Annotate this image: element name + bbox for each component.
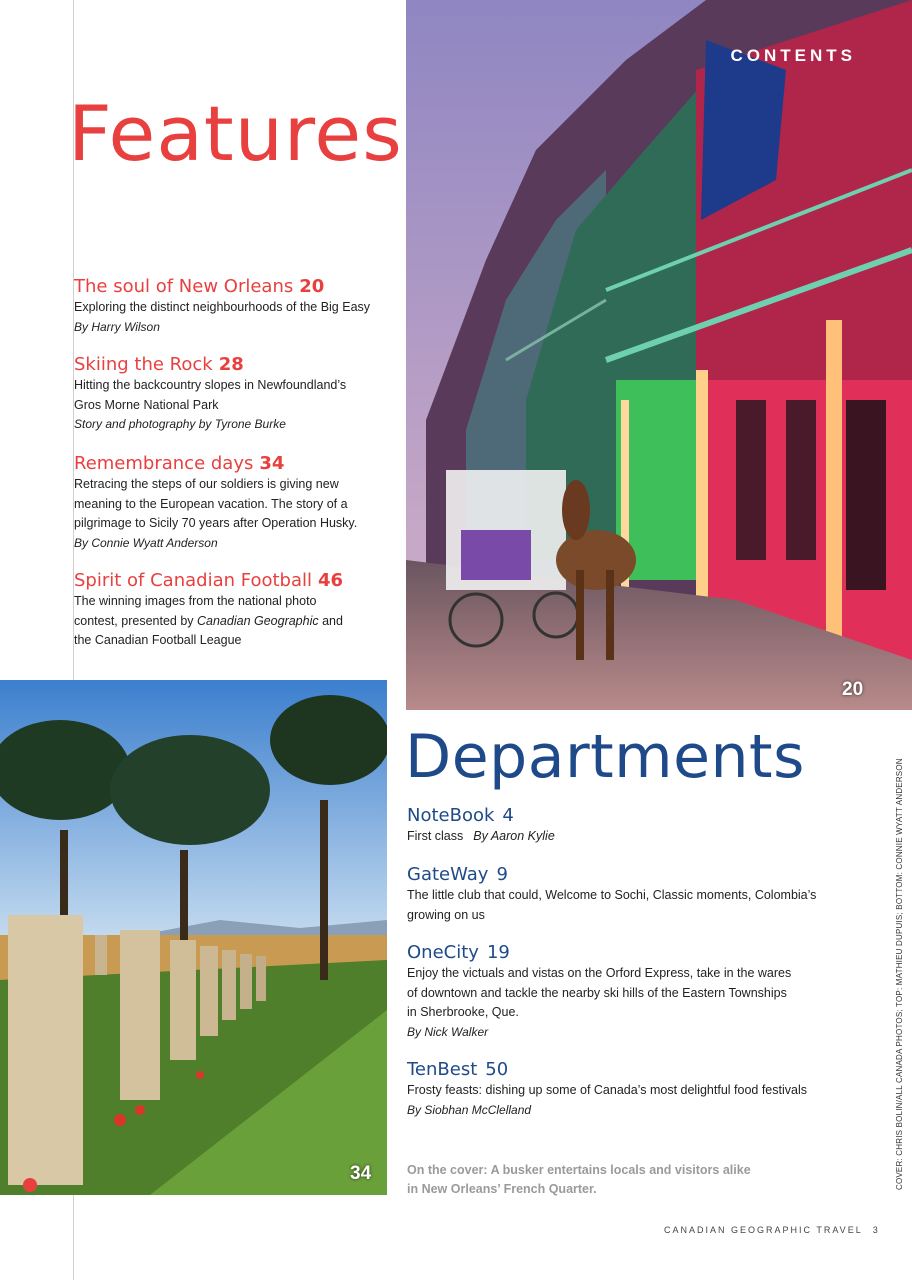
department-heading (407, 805, 857, 827)
feature-item[interactable] (74, 354, 392, 434)
feature-page: 34 (259, 453, 285, 474)
feature-heading (74, 276, 392, 298)
page-footer (664, 1225, 880, 1235)
cover-note-line: in New Orleans’ French Quarter. (407, 1182, 597, 1196)
feature-description-line: Retracing the steps of our soldiers is giving new (74, 477, 339, 491)
feature-description-line: meaning to the European vacation. The story of a (74, 496, 348, 511)
department-heading (407, 942, 857, 964)
department-description-line: in Sherbrooke, Que. (407, 1005, 519, 1019)
cover-note-line: On the cover: A busker entertains locals and visitors alike (407, 1163, 751, 1177)
department-title: NoteBook (407, 805, 495, 826)
departments-title: Departments (405, 722, 805, 792)
department-description-line: growing on us (407, 907, 485, 922)
description-text: First class (407, 829, 464, 843)
department-page: 4 (502, 805, 514, 826)
features-title: Features (68, 89, 403, 178)
feature-title: Remembrance days (74, 453, 254, 474)
contents-label: CONTENTS (730, 46, 856, 65)
department-byline: By Aaron Kylie (473, 829, 555, 843)
feature-description: Exploring the distinct neighbourhoods of the Big Easy (74, 300, 371, 314)
department-heading (407, 864, 857, 886)
photo-page-number: 20 (842, 679, 864, 700)
feature-title: Skiing the Rock (74, 354, 213, 375)
folio-page-number: 3 (872, 1225, 880, 1235)
department-description-line: The little club that could, Welcome to Sochi, Classic moments, Colombia’s (407, 888, 817, 902)
feature-title: Spirit of Canadian Football (74, 570, 312, 591)
department-byline: By Siobhan McClelland (407, 1102, 532, 1117)
feature-item[interactable] (74, 453, 392, 553)
feature-page: 46 (317, 570, 344, 591)
department-item[interactable] (407, 1059, 857, 1120)
feature-byline: By Connie Wyatt Anderson (74, 535, 218, 550)
department-title: TenBest (407, 1059, 478, 1080)
new-orleans-photo (406, 0, 912, 710)
department-heading (407, 1059, 857, 1081)
feature-page: 28 (218, 354, 244, 375)
department-item[interactable] (407, 942, 857, 1042)
feature-description-line: the Canadian Football League (74, 633, 242, 647)
department-title: GateWay (407, 864, 489, 885)
department-page: 50 (485, 1059, 509, 1080)
cover-note (407, 1161, 767, 1199)
department-item[interactable] (407, 864, 857, 925)
feature-heading (74, 354, 392, 376)
new-orleans-illustration (406, 0, 912, 710)
feature-byline: Story and photography by Tyrone Burke (74, 417, 286, 431)
department-description-line: Enjoy the victuals and vistas on the Orford Express, take in the wares (407, 966, 792, 980)
magazine-name: Canadian Geographic (197, 613, 319, 628)
publication-name: CANADIAN GEOGRAPHIC TRAVEL (664, 1225, 863, 1235)
department-title: OneCity (407, 942, 479, 963)
department-description-line: of downtown and tackle the nearby ski hills of the Eastern Townships (407, 985, 787, 1000)
feature-description-line: The winning images from the national photo (74, 594, 317, 608)
description-text: and (318, 613, 343, 628)
feature-description-line: Gros Morne National Park (74, 397, 219, 412)
department-description (407, 827, 857, 847)
feature-item[interactable] (74, 570, 392, 651)
department-byline: By Nick Walker (407, 1024, 489, 1039)
feature-page: 20 (299, 276, 325, 297)
feature-description-line: pilgrimage to Sicily 70 years after Operation Husky. (74, 516, 358, 530)
feature-byline: By Harry Wilson (74, 319, 160, 334)
description-text: contest, presented by (74, 613, 197, 628)
department-description: Frosty feasts: dishing up some of Canada’s most delightful food festivals (407, 1083, 807, 1097)
war-cemetery-photo (0, 680, 387, 1195)
department-item[interactable] (407, 805, 857, 847)
feature-heading (74, 453, 392, 475)
war-cemetery-illustration (0, 680, 387, 1195)
department-page: 19 (486, 942, 510, 963)
feature-title: The soul of New Orleans (74, 276, 294, 297)
photo-credit: COVER: CHRIS BOLIN/ALL CANADA PHOTOS; TOP: MATHIEU DUPUIS; BOTTOM: CONNIE WYATT ANDERSON (895, 758, 904, 1190)
photo-page-number: 34 (350, 1163, 372, 1184)
department-page: 9 (496, 864, 508, 885)
feature-description-line (74, 612, 392, 632)
feature-item[interactable] (74, 276, 392, 337)
feature-description-line: Hitting the backcountry slopes in Newfoundland’s (74, 378, 347, 392)
feature-heading (74, 570, 392, 592)
